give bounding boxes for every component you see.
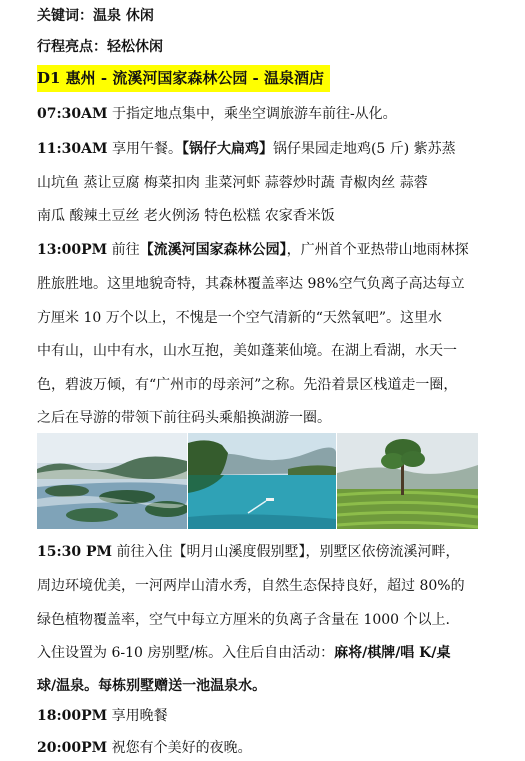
item-1130-line2: 山坑鱼 蒸让豆腐 梅菜扣肉 韭菜河虾 蒜蓉炒时蔬 青椒肉丝 蒜蓉 bbox=[37, 175, 428, 191]
item-text: 享用午餐。 bbox=[107, 141, 182, 157]
item-1300-line6: 之后在导游的带领下前往码头乘船换湖游一圈。 bbox=[37, 410, 331, 426]
trip-highlight: 行程亮点：轻松休闲 bbox=[37, 39, 163, 55]
park-name: 【流溪河国家森林公园】 bbox=[139, 242, 287, 258]
item-text: 享用晚餐 bbox=[107, 708, 168, 724]
keywords: 关键词：温泉 休闲 bbox=[37, 8, 154, 24]
activities: 麻将/棋牌/唱 K/桌 bbox=[334, 645, 451, 661]
lake-islands-photo bbox=[37, 433, 187, 529]
time-label: 18:00PM bbox=[37, 708, 108, 724]
item-1300-line5: 色，碧波万倾，有“广州市的母亲河”之称。先沿着景区栈道走一圈， bbox=[37, 377, 458, 393]
item-text: 前往入住【明月山溪度假别墅】，别墅区依傍流溪河畔， bbox=[112, 544, 460, 560]
photo-strip bbox=[37, 433, 478, 529]
item-1300-line2: 胜旅胜地。这里地貌奇特，其森林覆盖率达 98%空气负离子高达每立 bbox=[37, 276, 465, 292]
time-label: 07:30AM bbox=[37, 106, 108, 122]
item-1300-line4: 中有山，山中有水，山水互抱，美如蓬莱仙境。在湖上看湖，水天一 bbox=[37, 343, 457, 359]
item-1130-line1 bbox=[37, 139, 456, 159]
item-text: 锅仔果园走地鸡(5 斤) 紫苏蒸 bbox=[272, 141, 456, 157]
item-1530-line3: 绿色植物覆盖率，空气中每立方厘米的负离子含量在 1000 个以上. bbox=[37, 612, 450, 628]
item-1300-line1 bbox=[37, 240, 469, 260]
item-1530-line5: 球/温泉。每栋别墅赠送一池温泉水。 bbox=[37, 678, 267, 694]
day-title: D1 惠州 - 流溪河国家森林公园 - 温泉酒店 bbox=[37, 65, 330, 92]
lake-boat-photo bbox=[188, 433, 336, 529]
item-text: ，广州首个亚热带山地雨林探 bbox=[286, 242, 469, 258]
item-1530-line1 bbox=[37, 542, 459, 562]
time-label: 11:30AM bbox=[37, 141, 108, 157]
time-label: 20:00PM bbox=[37, 740, 108, 756]
item-text: 前往 bbox=[107, 242, 140, 258]
item-text: 入住设置为 6-10 房别墅/栋。入住后自由活动： bbox=[37, 645, 335, 661]
restaurant-name: 【锅仔大扁鸡】 bbox=[181, 141, 273, 157]
item-text: 于指定地点集中，乘坐空调旅游车前往-从化。 bbox=[107, 106, 397, 122]
item-1130-line3: 南瓜 酸辣土豆丝 老火例汤 特色松糕 农家香米饭 bbox=[37, 208, 335, 224]
item-1530-line4 bbox=[37, 643, 450, 663]
item-1530-line2: 周边环境优美，一河两岸山清水秀，自然生态保持良好，超过 80%的 bbox=[37, 578, 465, 594]
item-0730 bbox=[37, 104, 397, 124]
item-2000 bbox=[37, 738, 252, 758]
item-1800 bbox=[37, 706, 168, 726]
tea-garden-photo bbox=[337, 433, 478, 529]
item-1300-line3: 方厘米 10 万个以上，不愧是一个空气清新的“天然氧吧”。这里水 bbox=[37, 310, 443, 326]
time-label: 15:30 PM bbox=[37, 544, 113, 560]
time-label: 13:00PM bbox=[37, 242, 108, 258]
item-text: 祝您有个美好的夜晚。 bbox=[107, 740, 252, 756]
